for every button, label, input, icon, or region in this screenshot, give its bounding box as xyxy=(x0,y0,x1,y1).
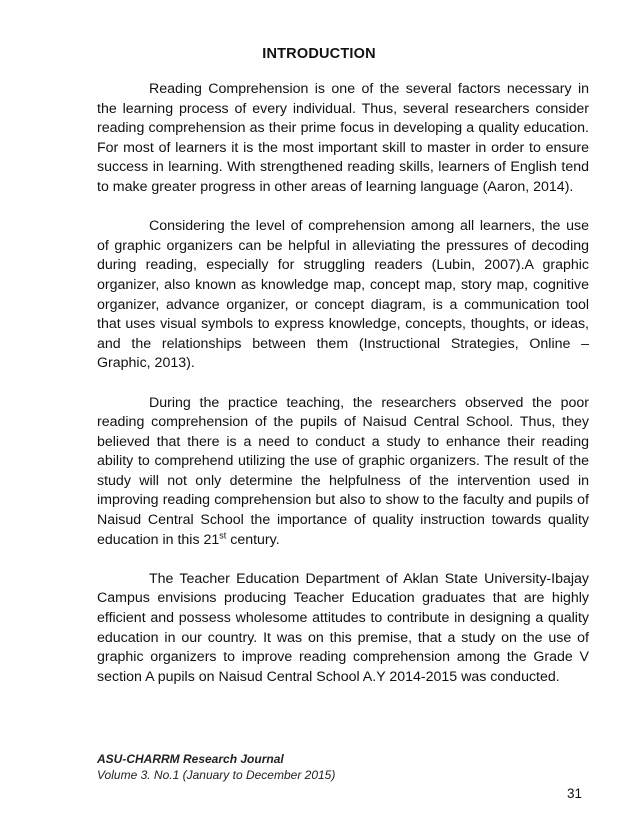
ordinal-superscript: st xyxy=(219,529,227,540)
page-number: 31 xyxy=(566,786,582,801)
paragraph-3 xyxy=(97,394,589,551)
paragraph-1: Reading Comprehension is one of the several factors necessary in the learning process of every individual. Thus, several researchers consider reading comprehension as their prime focus in developing a quality education. For most of learners it is the most important skill to master in order to ensure success in learning. With strengthened reading skills, learners of English tend to make greater progress in other areas of learning language (Aaron, 2014). xyxy=(97,81,589,195)
journal-footer xyxy=(97,751,497,783)
paragraph-3-ending: century. xyxy=(226,531,280,548)
body-text xyxy=(97,80,589,707)
journal-name: ASU-CHARRM Research Journal xyxy=(97,752,284,766)
paragraph-4: The Teacher Education Department of Aklan State University-Ibajay Campus envisions producing Teacher Education graduates that are highly efficient and possess wholesome attitudes to contribute in designing a quality education in our country. It was on this premise, that a study on the use of graphic organizers to improve reading comprehension among the Grade V section A pupils on Naisud Central School A.Y 2014-2015 was conducted. xyxy=(97,570,589,685)
journal-volume: Volume 3. No.1 (January to December 2015) xyxy=(97,768,336,782)
paragraph-2: Considering the level of comprehension among all learners, the use of graphic organizers can be helpful in alleviating the pressures of decoding during reading, especially for struggling readers (Lubin, 2007).A graphic organizer, also known as knowledge map, concept map, story map, cognitive organizer, advance organizer, or concept diagram, is a communication tool that uses visual symbols to express knowledge, concepts, thoughts, or ideas, and the relationships between them (Instructional Strategies, Online – Graphic, 2013). xyxy=(97,218,589,372)
section-heading: INTRODUCTION xyxy=(262,46,376,62)
paragraph-3-text: During the practice teaching, the researchers observed the poor reading comprehension of the pupils of Naisud Central School. Thus, they believed that there is a need to conduct a study to enhance their reading ability to comprehend utilizing the use of graphic organizers. The result of the study will not only determine the helpfulness of the intervention used in improving reading comprehension but also to show to the faculty and pupils of Naisud Central School the importance of quality instruction towards quality education in this 21 xyxy=(97,394,589,548)
